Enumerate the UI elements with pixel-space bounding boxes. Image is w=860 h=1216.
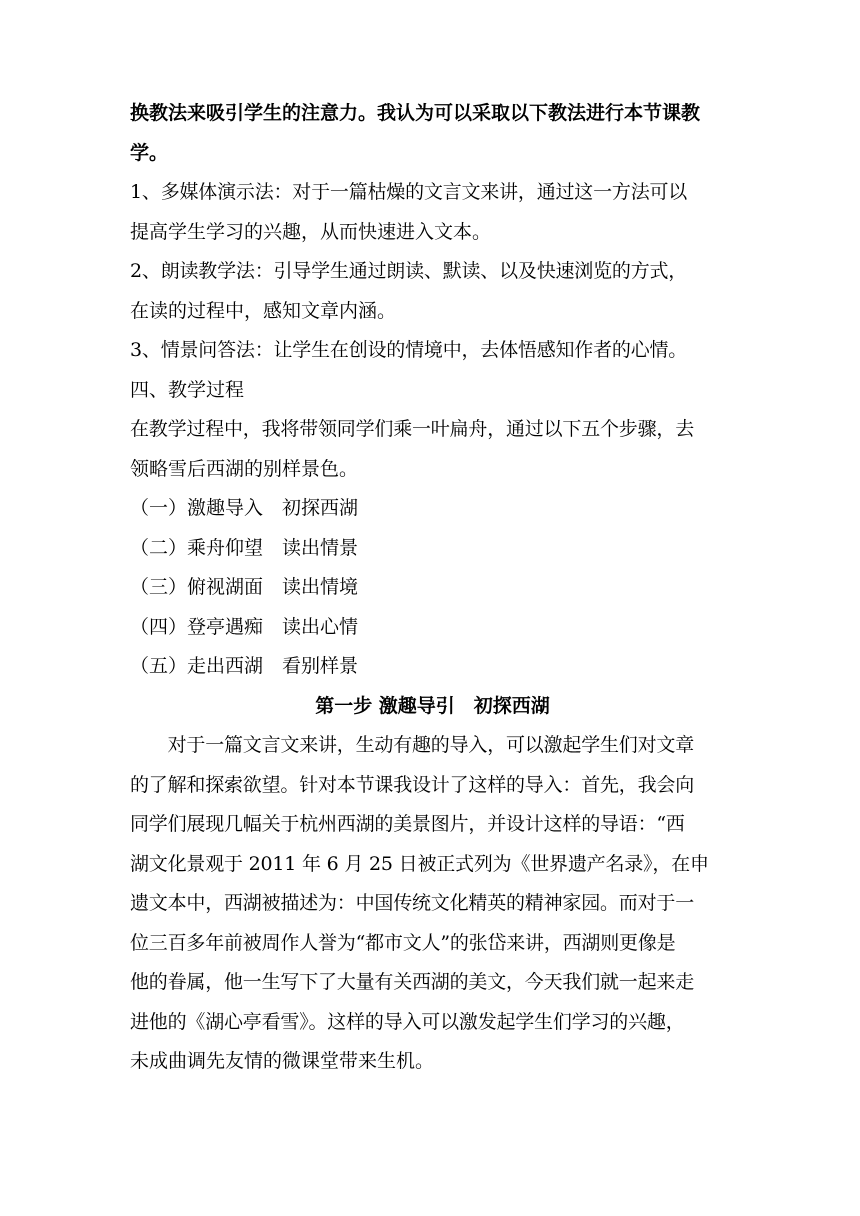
step-list-item: （三）俯视湖面 读出情境 [130, 576, 359, 598]
method-1-line-2: 提高学生学习的兴趣，从而快速进入文本。 [130, 220, 492, 243]
step-1-paragraph-line: 他的眷属，他一生写下了大量有关西湖的美文，今天我们就一起来走 [130, 971, 695, 993]
method-1-line-1: 1、多媒体演示法：对于一篇枯燥的文言文来讲，通过这一方法可以 [130, 181, 688, 203]
step-1-paragraph-line: 未成曲调先友情的微课堂带来生机。 [130, 1050, 435, 1072]
method-2-line-2: 在读的过程中，感知文章内涵。 [130, 299, 397, 322]
step-1-paragraph-line: 的了解和探索欲望。针对本节课我设计了这样的导入：首先，我会向 [130, 773, 695, 796]
intro-line-2: 学。 [130, 141, 169, 164]
section-4-heading: 四、教学过程 [130, 378, 245, 401]
step-1-paragraph-line: 对于一篇文言文来讲，生动有趣的导入，可以激起学生们对文章 [130, 734, 695, 756]
step-list-item: （四）登亭遇痴 读出心情 [130, 615, 359, 638]
step-1-paragraph-line: 位三百多年前被周作人誉为“都市文人”的张岱来讲，西湖则更像是 [130, 931, 676, 954]
document-page [130, 94, 735, 1082]
step-1-paragraph-line: 同学们展现几幅关于杭州西湖的美景图片，并设计这样的导语：“西 [130, 813, 685, 835]
section-4-line-2: 领略雪后西湖的别样景色。 [130, 457, 359, 480]
step-list-item: （一）激趣导入 初探西湖 [130, 497, 359, 519]
method-2-line-1: 2、朗读教学法：引导学生通过朗读、默读、以及快速浏览的方式， [130, 260, 688, 282]
step-1-title: 第一步 激趣导引 初探西湖 [315, 694, 550, 717]
intro-line-1: 换教法来吸引学生的注意力。我认为可以采取以下教法进行本节课教 [130, 102, 701, 124]
step-list-item: （二）乘舟仰望 读出情景 [130, 536, 359, 559]
method-3-line-1: 3、情景问答法：让学生在创设的情境中，去体悟感知作者的心情。 [130, 339, 688, 361]
step-1-paragraph-line: 遗文本中，西湖被描述为：中国传统文化精英的精神家园。而对于一 [130, 892, 695, 914]
step-list-item: （五）走出西湖 看别样景 [130, 655, 359, 677]
step-1-paragraph-line: 湖文化景观于 2011 年 6 月 25 日被正式列为《世界遗产名录》，在申 [130, 852, 709, 875]
step-1-paragraph-line: 进他的《湖心亭看雪》。这样的导入可以激发起学生们学习的兴趣， [130, 1010, 685, 1033]
section-4-line-1: 在教学过程中，我将带领同学们乘一叶扁舟，通过以下五个步骤，去 [130, 418, 695, 440]
